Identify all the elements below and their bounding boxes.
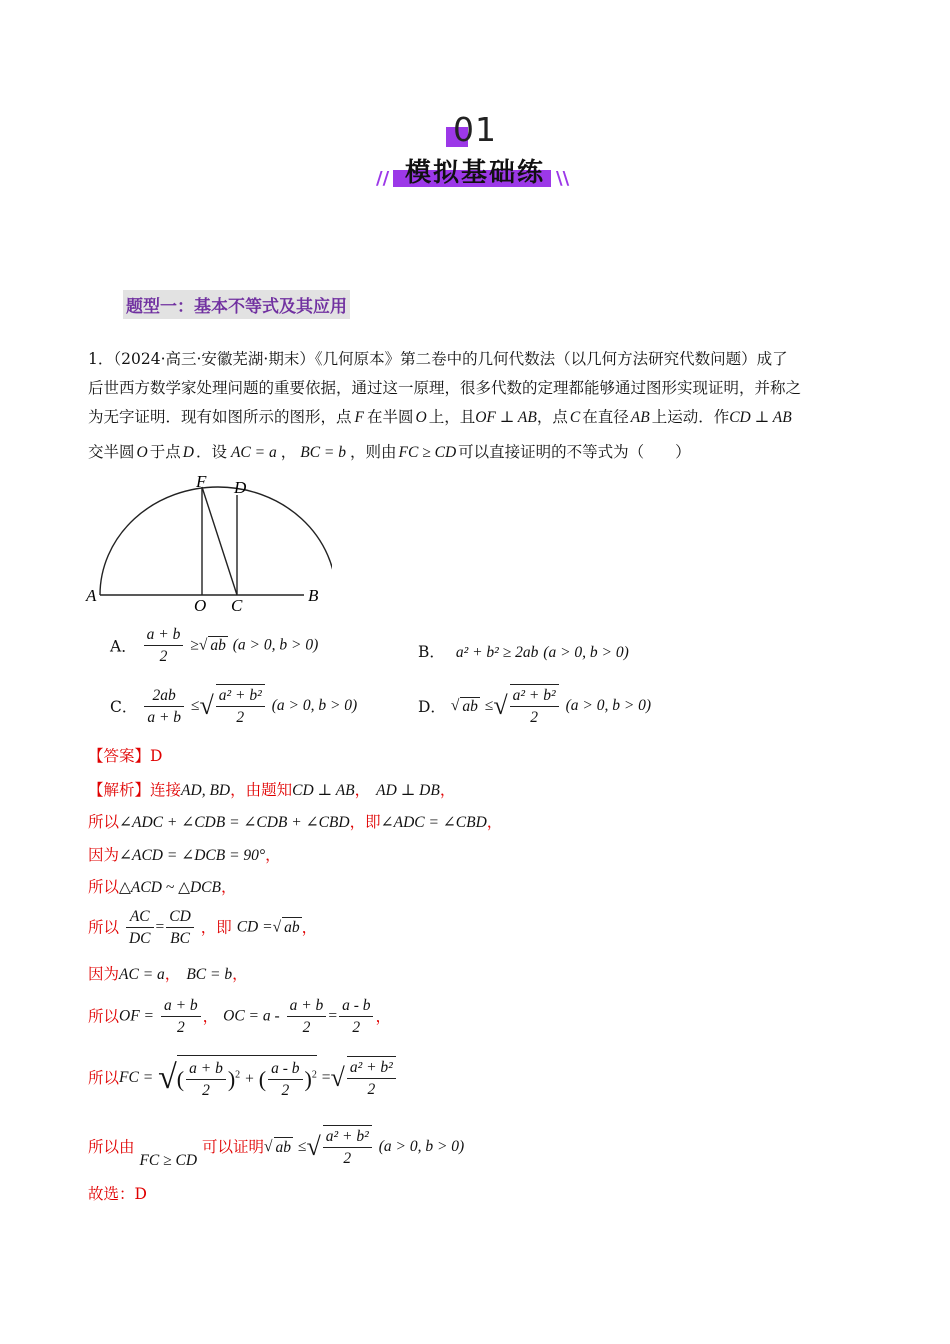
label-B: B (308, 586, 319, 605)
label-D: D (234, 478, 247, 497)
left-slash-decoration: // (376, 168, 390, 189)
label-F: F (196, 472, 207, 491)
solution-step-9: 所以由 FC ≥ CD 可以证明√ ab ≤√ $\frac{\text{a² + b²}}{2}$ (a > 0, b > 0) (88, 1125, 464, 1171)
label-O: O (194, 596, 207, 615)
answer-line: 【答案】D (88, 747, 163, 765)
arc-end-overlap (300, 580, 320, 600)
solution-step-7: 所以OF = $\frac{a + b}{2}$ ， OC = a - $\frac{a + b}{2}$ = $\frac{a - b}{2}$ ， (88, 997, 391, 1036)
answer-value: D (150, 747, 163, 765)
question-line-4: 交半圆 O 于点 D ．设 AC = a ， BC = b ，则由 FC ≥ CD 可以直接证明的不等式为（ ） (88, 443, 691, 461)
question-line-1: 1．（2024·高三·安徽芜湖·期末）《几何原本》第二卷中的几何代数法（以几何方法研究代数问题）成了 (88, 350, 788, 368)
right-slash-decoration: \\ (556, 168, 570, 189)
solution-step-2: 所以∠ADC + ∠CDB = ∠CDB + ∠CBD，即∠ADC = ∠CBD， (88, 813, 503, 831)
solution-step-5: 所以 $\frac{AC}{DC}$ = $\frac{CD}{BC}$ ，即 CD =√ ab ， (88, 908, 318, 947)
final-answer-value: D (134, 1185, 147, 1203)
choice-D[interactable]: D． √ ab ≤√ $\frac{\text{a² + b²}}{2}$ (a > 0, b > 0) (418, 684, 651, 728)
semicircle-figure (82, 470, 332, 620)
section-heading: 题型一：基本不等式及其应用 (123, 290, 350, 319)
choice-A[interactable]: A． $\frac{a + b}{2}$ ≥√ ab (a > 0, b > 0) (110, 626, 319, 665)
solution-step-4: 所以△ACD ~ △DCB， (88, 878, 237, 896)
label-A: A (86, 586, 97, 605)
solution-step-1: 【解析】连接AD, BD，由题知CD ⊥ AB， AD ⊥ DB， (88, 781, 456, 799)
question-line-2: 后世西方数学家处理问题的重要依据，通过这一原理，很多代数的定理都能够通过图形实现证明，并称之 (88, 379, 802, 397)
choice-C[interactable]: C． $\frac{2ab}{a + b}$ ≤√ $\frac{\text{a² + b²}}{2}$ (a > 0, b > 0) (110, 684, 357, 728)
solution-step-3: 因为∠ACD = ∠DCB = 90°， (88, 846, 281, 864)
question-line-3: 为无字证明．现有如图所示的图形，点 F 在半圆 O 上，且OF ⊥ AB，点 C 在直径 AB 上运动．作CD ⊥ AB (88, 408, 792, 426)
page-title: 模拟基础练 (404, 158, 545, 188)
solution-step-8: 所以FC = √( $\frac{a + b}{2}$ )$^2$ + ( $\frac{a - b}{2}$ )$^2$ =√ $\frac{\text{a² + b²}}{2}$ (88, 1055, 398, 1101)
label-C: C (231, 596, 243, 615)
semicircle-arc (100, 487, 332, 595)
choice-B[interactable]: B． a² + b² ≥ 2ab (a > 0, b > 0) (418, 643, 629, 661)
section-number: 01 (453, 110, 497, 149)
question-source: （2024·高三·安徽芜湖·期末） (113, 350, 315, 368)
final-answer-line: 故选：D (88, 1185, 147, 1203)
segment-FC (202, 487, 237, 595)
question-number: 1． (88, 350, 114, 368)
solution-step-6: 因为AC = a， BC = b， (88, 965, 248, 983)
